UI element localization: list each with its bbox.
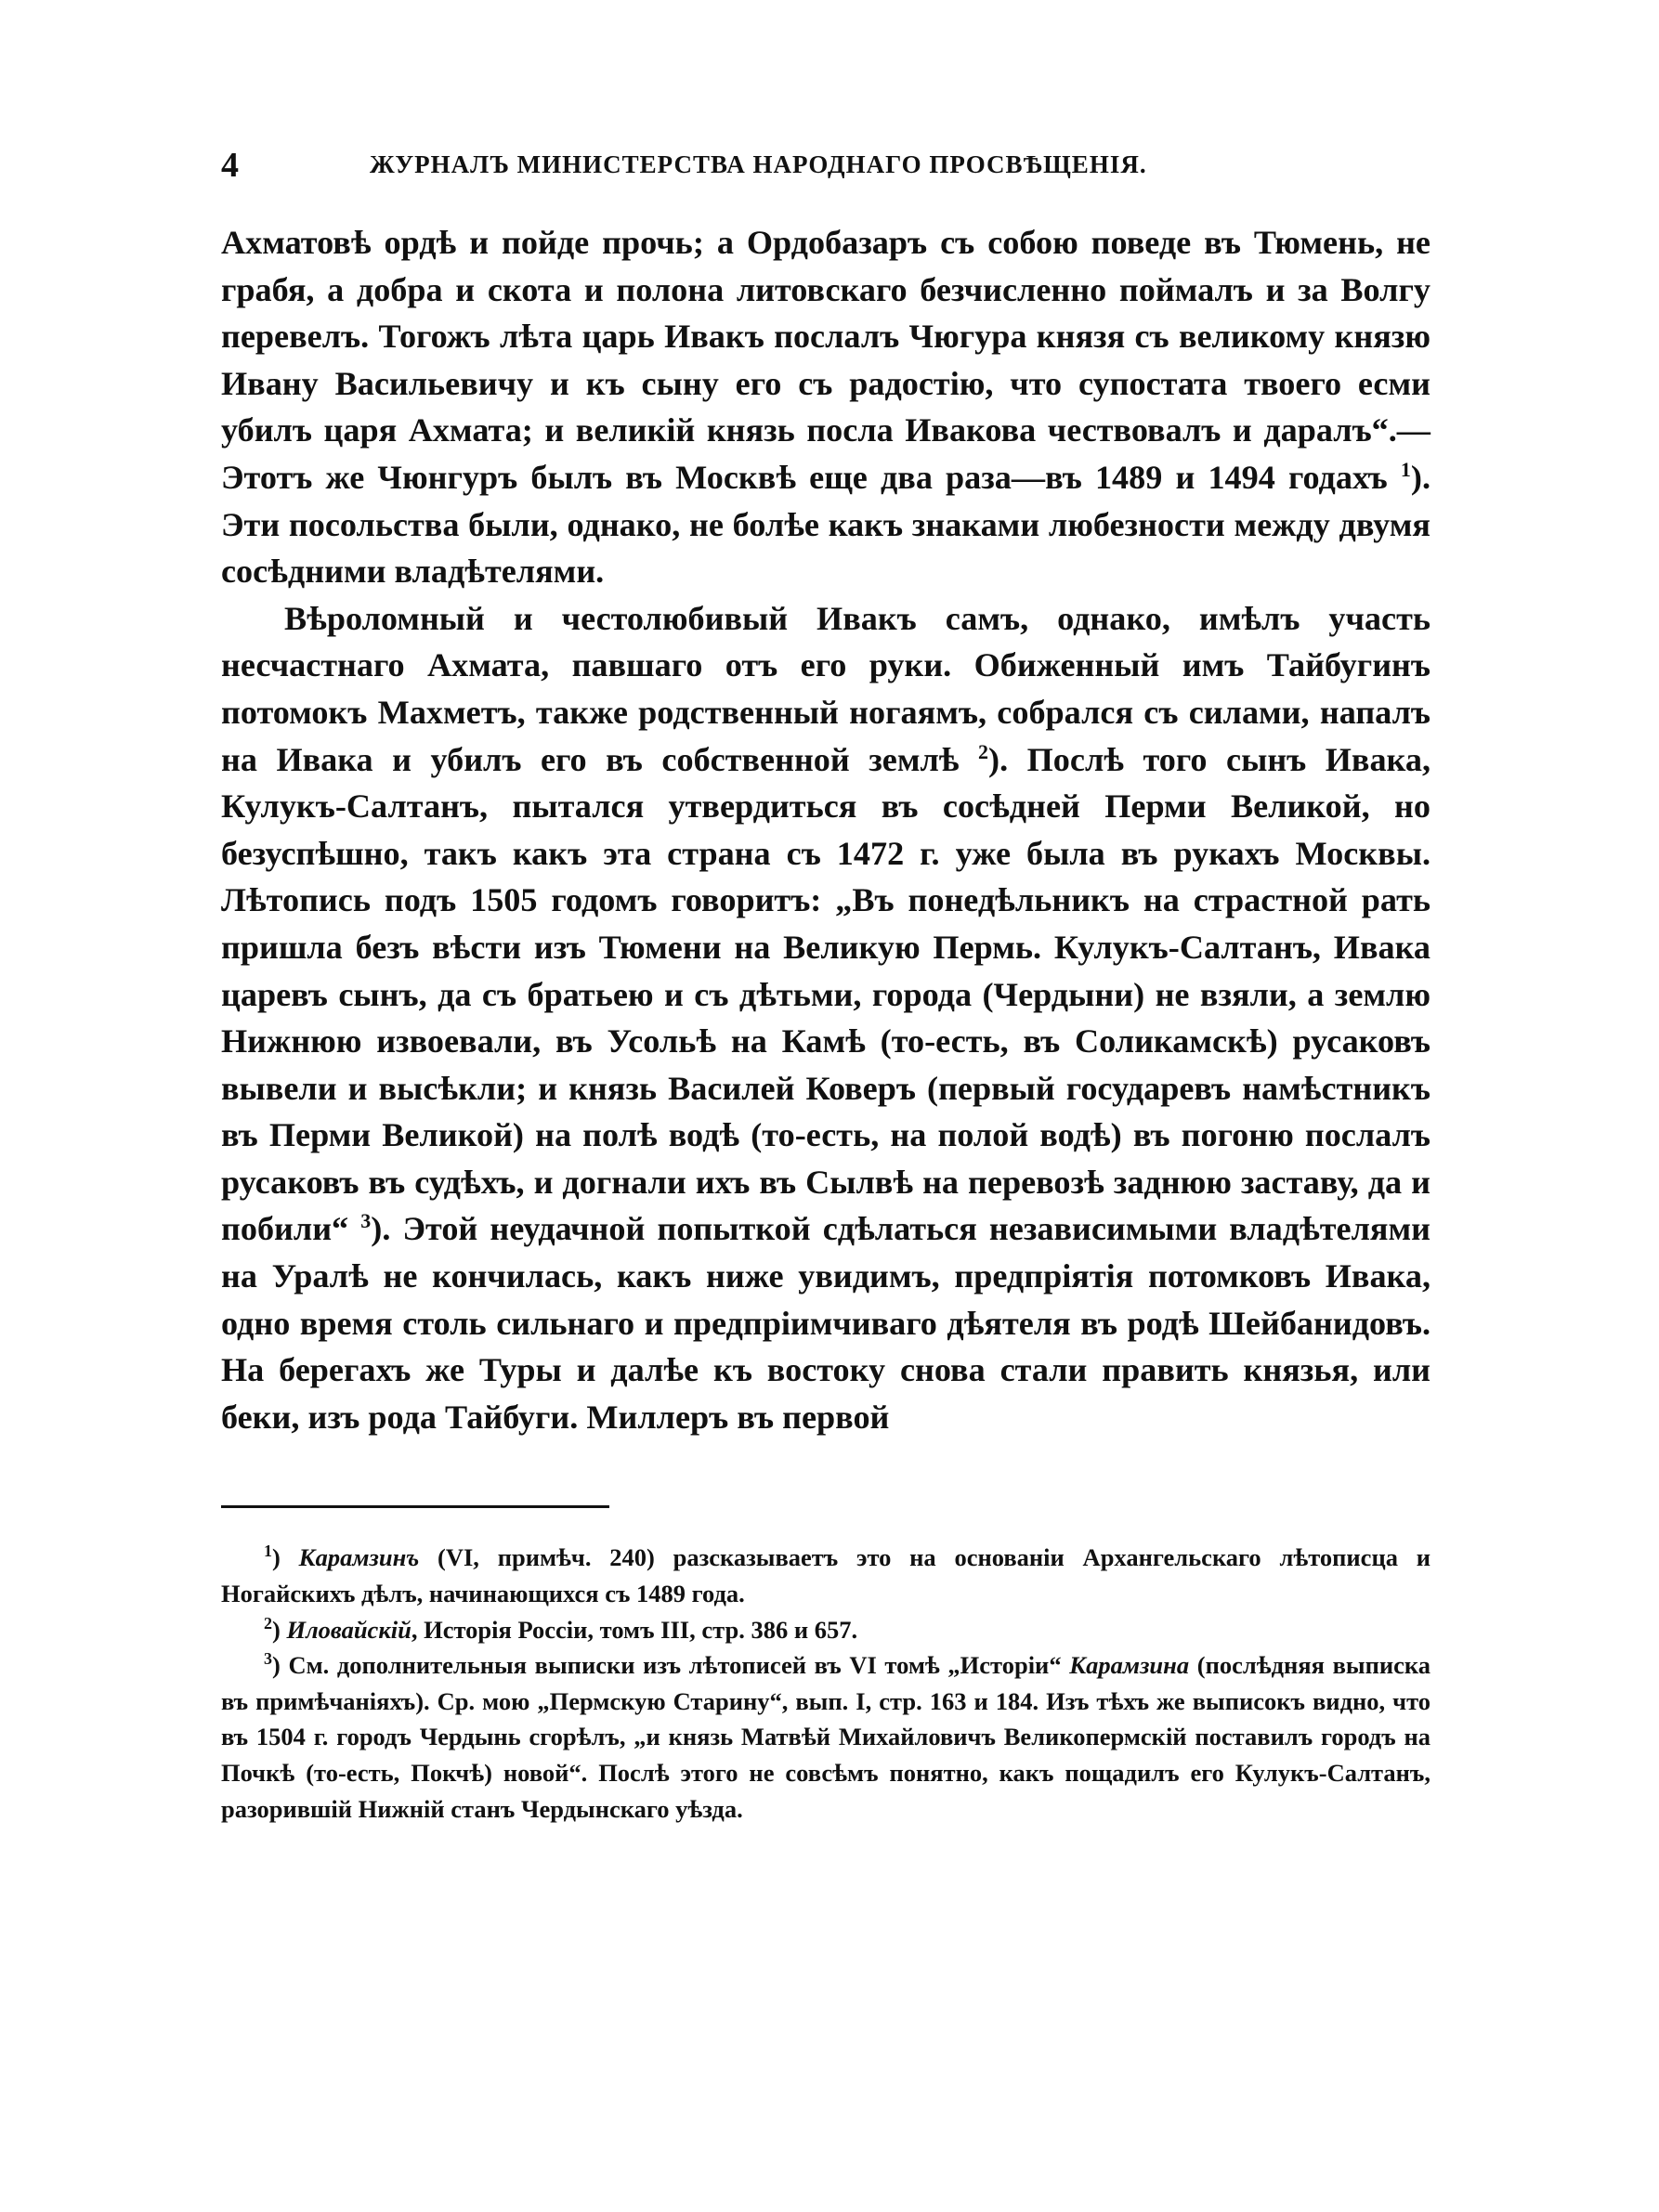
paragraph-2-text-c: ). Этой неудачной попыткой сдѣлаться независимыми владѣтелями на Уралѣ не кончилась, какъ ниже увидимъ, предпріятія потомковъ Ивака, одно время столь сильнаго и предпріимчиваго дѣятеля въ родѣ Шейбанидовъ. На берегахъ же Туры и далѣе къ востоку снова стали править князья, или беки, изъ рода Тайбуги. Миллеръ въ первой <box>221 1210 1430 1436</box>
paragraph-2 <box>221 595 1430 1441</box>
page-header <box>221 139 1430 191</box>
body-text <box>221 219 1430 1440</box>
running-title: ЖУРНАЛЪ МИНИСТЕРСТВА НАРОДНАГО ПРОСВѢЩЕНІЯ. <box>370 150 1147 178</box>
footnote-2-text: , Исторія Россіи, томъ III, стр. 386 и 657. <box>411 1615 858 1644</box>
footnote-3-text-a: ) См. дополнительныя выписки изъ лѣтописей въ VI томѣ „Исторіи“ <box>272 1651 1070 1680</box>
footnote-ref-3: 3 <box>360 1209 372 1233</box>
paragraph-2-text-a: Вѣроломный и честолюбивый Ивакъ самъ, однако, имѣлъ участь несчастнаго Ахмата, павшаго отъ его руки. Обиженный имъ Тайбугинъ потомокъ Махметъ, также родственный ногаямъ, собрался съ силами, напалъ на Ивака и убилъ его въ собственной землѣ <box>221 599 1430 778</box>
paragraph-2-text-b: ). Послѣ того сынъ Ивака, Кулукъ-Салтанъ, пытался утвердиться въ сосѣдней Перми Великой, но безуспѣшно, такъ какъ эта страна съ 1472 г. уже была въ рукахъ Москвы. Лѣтопись подъ 1505 годомъ говоритъ: „Въ понедѣльникъ на страстной рать пришла безъ вѣсти изъ Тюмени на Великую Пермь. Кулукъ-Салтанъ, Ивака царевъ сынъ, да съ братьею и съ дѣтьми, города (Чердыни) не взяли, а землю Нижнюю извоевали, въ Усольѣ на Камѣ (то-есть, въ Соликамскѣ) русаковъ вывели и высѣкли; и князь Василей Коверъ (первый государевъ намѣстникъ въ Перми Великой) на полѣ водѣ (то-есть, на полой водѣ) въ погоню послалъ русаковъ въ судѣхъ, и догнали ихъ въ Сылвѣ на перевозѣ заднюю заставу, да и побили“ <box>221 740 1431 1248</box>
footnote-divider <box>221 1505 609 1508</box>
paragraph-1-text-b: ). Эти посольства были, однако, не болѣе какъ знаками любезности между двумя сосѣдними владѣтелями. <box>221 458 1430 591</box>
page-number: 4 <box>221 146 239 185</box>
footnote-1: $^1$) Карамзинъ (VI, примѣч. 240) разсказываетъ это на основаніи Архангельскаго лѣтописца и Ногайскихъ дѣлъ, начинающихся съ 1489 года. <box>221 1542 1430 1608</box>
footnote-3-author: Карамзина <box>1069 1651 1190 1680</box>
book-page <box>221 139 1430 2182</box>
paragraph-1-text-a: Ахматовѣ ордѣ и пойде прочь; а Ордобазаръ съ собою поведе въ Тюмень, не грабя, а добра и скота и полона литовскаго безчисленно поймалъ и за Волгу перевелъ. Тогожъ лѣта царь Ивакъ послалъ Чюгура князя съ великому князю Ивану Васильевичу и къ сыну его съ радостію, что супостата твоего есми убилъ царя Ахмата; и великій князь посла Ивакова чествовалъ и даралъ“.— Этотъ же Чюнгуръ былъ въ Москвѣ еще два раза—въ 1489 и 1494 годахъ <box>221 224 1430 496</box>
footnote-1-marker: 1 <box>264 1542 272 1561</box>
footnote-2-author: Иловайскій <box>286 1615 411 1644</box>
footnote-3-marker: 3 <box>264 1649 272 1669</box>
footnotes <box>221 1540 1430 1827</box>
footnote-ref-2: 2 <box>978 739 989 763</box>
footnote-2: $^2$) Иловайскій, Исторія Россіи, томъ III, стр. 386 и 657. <box>264 1613 858 1644</box>
paragraph-1 <box>221 219 1430 595</box>
footnote-ref-1: 1 <box>1400 457 1411 481</box>
footnote-1-author: Карамзинъ <box>298 1543 420 1572</box>
footnote-3 <box>221 1647 1430 1827</box>
footnote-3-text-b: (послѣдняя выписка въ примѣчаніяхъ). Ср. мою „Пермскую Старину“, вып. I, стр. 163 и 184. Изъ тѣхъ же выписокъ видно, что въ 1504 г. городъ Чердынь сгорѣлъ, „и князь Матвѣй Михайловичъ Великопермскій поставилъ городъ на Почкѣ (то-есть, Покчѣ) новой“. Послѣ этого не совсѣмъ понятно, какъ пощадилъ его Кулукъ-Салтанъ, разорившій Нижній станъ Чердынскаго уѣзда. <box>221 1651 1431 1823</box>
footnote-1-text: (VI, примѣч. 240) разсказываетъ это на основаніи Архангельскаго лѣтописца и Ногайскихъ дѣлъ, начинающихся съ 1489 года. <box>221 1543 1430 1608</box>
footnote-2-marker: 2 <box>264 1613 272 1633</box>
